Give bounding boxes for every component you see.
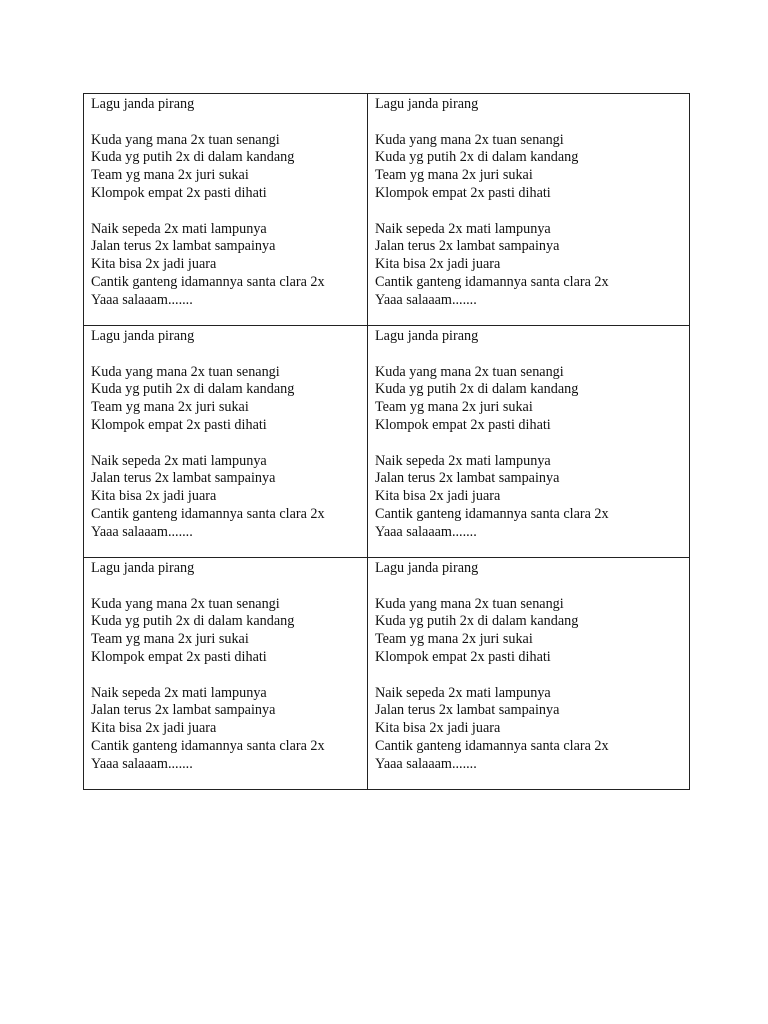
lyric-line: Kita bisa 2x jadi juara (91, 720, 217, 737)
song-card (368, 558, 690, 790)
lyric-line: Jalan terus 2x lambat sampainya (375, 702, 560, 719)
lyric-line: Team yg mana 2x juri sukai (375, 631, 533, 648)
stanza-gap (91, 578, 361, 596)
lyric-line: Klompok empat 2x pasti dihati (91, 416, 267, 433)
lyric-line: Yaaa salaaam....... (91, 755, 193, 772)
lyric-line: Naik sepeda 2x mati lampunya (91, 684, 267, 701)
lyric-line: Kuda yg putih 2x di dalam kandang (91, 613, 295, 630)
lyric-line: Kuda yang mana 2x tuan senangi (375, 595, 564, 612)
stanza-gap (91, 114, 361, 132)
lyric-line: Kuda yg putih 2x di dalam kandang (91, 149, 295, 166)
song-title: Lagu janda pirang (375, 560, 479, 576)
stanza-gap (91, 667, 361, 685)
lyric-line: Klompok empat 2x pasti dihati (91, 184, 267, 201)
lyrics-card-grid (83, 93, 690, 790)
stanza-gap (375, 578, 683, 596)
card-row (84, 94, 690, 326)
lyric-line: Kuda yang mana 2x tuan senangi (91, 595, 280, 612)
lyric-line: Klompok empat 2x pasti dihati (375, 184, 551, 201)
stanza-gap (375, 435, 683, 453)
lyric-line: Cantik ganteng idamannya santa clara 2x (375, 737, 609, 754)
lyric-line: Kuda yang mana 2x tuan senangi (375, 363, 564, 380)
lyric-line: Yaaa salaaam....... (91, 523, 193, 540)
song-title: Lagu janda pirang (91, 96, 195, 112)
song-title: Lagu janda pirang (91, 560, 195, 576)
lyric-line: Team yg mana 2x juri sukai (375, 399, 533, 416)
lyric-line: Yaaa salaaam....... (91, 291, 193, 308)
stanza-gap (375, 203, 683, 221)
lyric-line: Naik sepeda 2x mati lampunya (91, 452, 267, 469)
lyric-line: Naik sepeda 2x mati lampunya (91, 220, 267, 237)
lyric-line: Kita bisa 2x jadi juara (375, 720, 501, 737)
lyric-line: Kuda yg putih 2x di dalam kandang (375, 149, 579, 166)
lyric-line: Jalan terus 2x lambat sampainya (375, 238, 560, 255)
lyric-line: Klompok empat 2x pasti dihati (375, 648, 551, 665)
lyric-line: Team yg mana 2x juri sukai (91, 167, 249, 184)
lyric-line: Kuda yang mana 2x tuan senangi (91, 131, 280, 148)
lyric-line: Jalan terus 2x lambat sampainya (91, 470, 276, 487)
lyric-line: Team yg mana 2x juri sukai (91, 631, 249, 648)
lyric-line: Naik sepeda 2x mati lampunya (375, 452, 551, 469)
stanza-gap (375, 667, 683, 685)
card-row (84, 326, 690, 558)
lyric-line: Kita bisa 2x jadi juara (91, 488, 217, 505)
stanza-gap (91, 435, 361, 453)
lyric-line: Klompok empat 2x pasti dihati (375, 416, 551, 433)
song-card (84, 326, 368, 558)
lyric-line: Cantik ganteng idamannya santa clara 2x (375, 505, 609, 522)
lyric-line: Jalan terus 2x lambat sampainya (91, 702, 276, 719)
lyric-line: Team yg mana 2x juri sukai (375, 167, 533, 184)
lyric-line: Kuda yang mana 2x tuan senangi (91, 363, 280, 380)
lyric-line: Kuda yg putih 2x di dalam kandang (375, 381, 579, 398)
lyric-line: Naik sepeda 2x mati lampunya (375, 684, 551, 701)
lyric-line: Kuda yg putih 2x di dalam kandang (91, 381, 295, 398)
lyric-line: Yaaa salaaam....... (375, 523, 477, 540)
lyric-line: Yaaa salaaam....... (375, 755, 477, 772)
lyric-line: Naik sepeda 2x mati lampunya (375, 220, 551, 237)
lyric-line: Kita bisa 2x jadi juara (375, 488, 501, 505)
song-title: Lagu janda pirang (375, 328, 479, 344)
card-row (84, 558, 690, 790)
song-card (368, 94, 690, 326)
song-title: Lagu janda pirang (375, 96, 479, 112)
lyric-line: Cantik ganteng idamannya santa clara 2x (91, 737, 325, 754)
lyric-line: Team yg mana 2x juri sukai (91, 399, 249, 416)
stanza-gap (375, 346, 683, 364)
lyric-line: Kuda yg putih 2x di dalam kandang (375, 613, 579, 630)
lyric-line: Klompok empat 2x pasti dihati (91, 648, 267, 665)
lyric-line: Yaaa salaaam....... (375, 291, 477, 308)
lyric-line: Cantik ganteng idamannya santa clara 2x (375, 273, 609, 290)
song-card (84, 94, 368, 326)
song-card (84, 558, 368, 790)
lyric-line: Kuda yang mana 2x tuan senangi (375, 131, 564, 148)
stanza-gap (91, 346, 361, 364)
lyric-line: Jalan terus 2x lambat sampainya (375, 470, 560, 487)
lyric-line: Jalan terus 2x lambat sampainya (91, 238, 276, 255)
song-title: Lagu janda pirang (91, 328, 195, 344)
stanza-gap (375, 114, 683, 132)
stanza-gap (91, 203, 361, 221)
lyric-line: Cantik ganteng idamannya santa clara 2x (91, 505, 325, 522)
song-card (368, 326, 690, 558)
lyric-line: Kita bisa 2x jadi juara (375, 256, 501, 273)
lyric-line: Cantik ganteng idamannya santa clara 2x (91, 273, 325, 290)
lyric-line: Kita bisa 2x jadi juara (91, 256, 217, 273)
